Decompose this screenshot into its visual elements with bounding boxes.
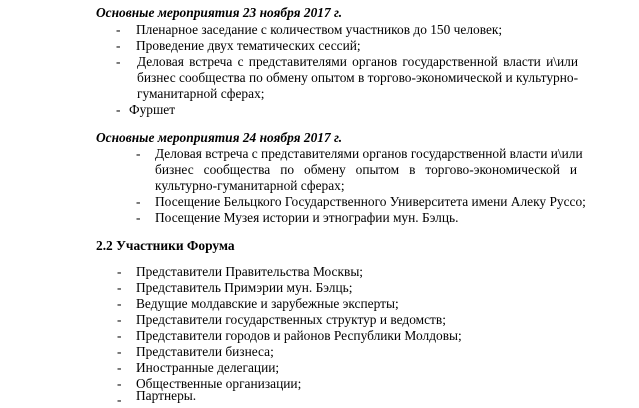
section-heading-nov-24: Основные мероприятия 24 ноября 2017 г.	[96, 130, 343, 145]
list-item: Представители государственных структур и ведомств;	[136, 312, 446, 327]
list-item: Фуршет	[129, 102, 176, 117]
list-item: Посещение Бельцкого Государственного Университета имени Алеку Руссо;	[155, 194, 586, 209]
section-heading-nov-23: Основные мероприятия 23 ноября 2017 г.	[96, 5, 343, 20]
bullet-dash: -	[116, 22, 121, 37]
bullet-dash: -	[117, 280, 122, 295]
list-item: Представители бизнеса;	[136, 344, 274, 359]
list-item: Общественные организации;	[136, 376, 302, 391]
list-item-line: гуманитарной сферах;	[137, 86, 265, 101]
bullet-dash: -	[117, 344, 122, 359]
list-item-line: Деловая встреча с представителями органов государственной власти и\или	[155, 146, 583, 161]
list-item-line: бизнес сообщества по обмену опытом в торгово-экономической и	[155, 162, 577, 177]
list-item: Ведущие молдавские и зарубежные эксперты;	[136, 296, 399, 311]
bullet-dash: -	[117, 296, 122, 311]
bullet-dash: -	[117, 312, 122, 327]
bullet-dash: -	[116, 54, 121, 69]
list-item: Партнеры.	[136, 388, 197, 403]
bullet-dash: -	[117, 376, 122, 391]
list-item: Иностранные делегации;	[136, 360, 280, 375]
bullet-dash: -	[117, 392, 122, 407]
bullet-dash: -	[117, 360, 122, 375]
list-item: Представитель Примэрии мун. Бэлць;	[136, 280, 353, 295]
list-item-line: бизнес сообщества по обмену опытом в торгово-экономической и культурно-	[137, 70, 579, 85]
list-item: Представители городов и районов Республики Молдовы;	[136, 328, 462, 343]
list-item: Пленарное заседание с количеством участников до 150 человек;	[136, 22, 503, 37]
list-item: Представители Правительства Москвы;	[136, 264, 364, 279]
bullet-dash: -	[117, 328, 122, 343]
list-item: Посещение Музея истории и этнографии мун. Бэлць.	[155, 210, 459, 225]
list-item-line: Деловая встреча с представителями органов государственной власти и\или	[137, 54, 578, 69]
section-heading-participants: 2.2 Участники Форума	[96, 238, 235, 253]
bullet-dash: -	[116, 38, 121, 53]
bullet-dash: -	[117, 264, 122, 279]
bullet-dash: -	[116, 102, 121, 117]
bullet-dash: -	[136, 146, 141, 161]
list-item: Проведение двух тематических сессий;	[136, 38, 361, 53]
bullet-dash: -	[136, 210, 141, 225]
bullet-dash: -	[136, 194, 141, 209]
list-item-line: культурно-гуманитарной сферах;	[155, 178, 345, 193]
